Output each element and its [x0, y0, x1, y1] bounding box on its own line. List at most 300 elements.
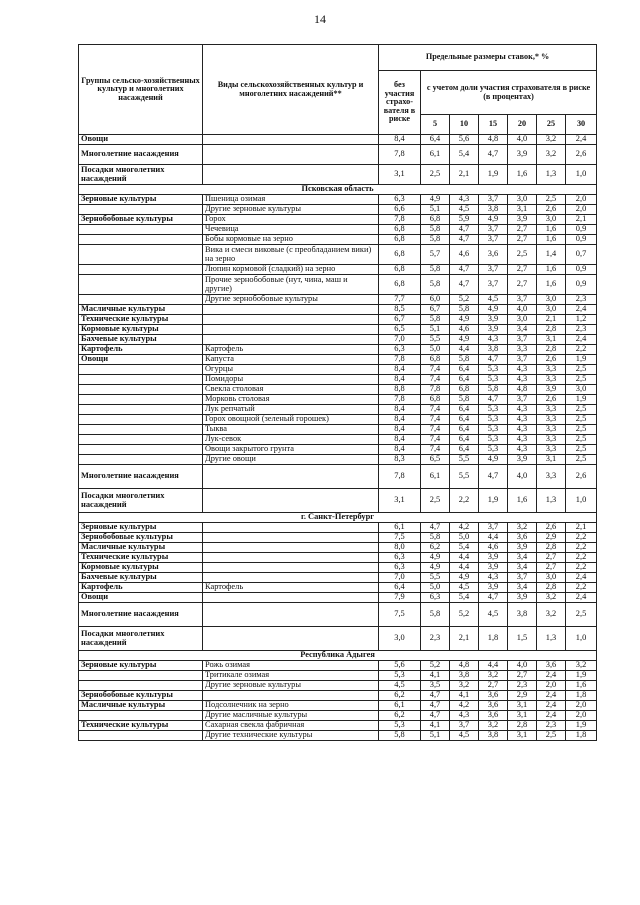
table-row — [79, 265, 597, 275]
rate-share-30: 1,0 — [566, 489, 597, 513]
table-row — [79, 145, 597, 165]
rate-share-15: 3,8 — [479, 731, 508, 741]
group-cell: Овощи — [79, 135, 203, 145]
crop-cell: Рожь озимая — [203, 661, 379, 671]
rate-without-share: 8,4 — [379, 415, 421, 425]
group-cell — [79, 265, 203, 275]
table-row — [79, 165, 597, 185]
crop-cell: Сахарная свекла фабричная — [203, 721, 379, 731]
crop-cell: Прочие зернобобовые (нут, чина, маш и другие) — [203, 275, 379, 295]
group-cell: Бахчевые культуры — [79, 573, 203, 583]
rate-share-15: 4,8 — [479, 135, 508, 145]
rate-share-20: 2,7 — [508, 235, 537, 245]
region-name: Псковская область — [79, 185, 597, 195]
group-cell — [79, 405, 203, 415]
rate-share-10: 5,4 — [450, 145, 479, 165]
group-cell: Картофель — [79, 583, 203, 593]
rate-share-30: 2,2 — [566, 533, 597, 543]
rate-share-15: 3,6 — [479, 711, 508, 721]
crop-cell: Тыква — [203, 425, 379, 435]
rate-share-15: 5,3 — [479, 445, 508, 455]
table-row — [79, 225, 597, 235]
rate-without-share: 8,4 — [379, 435, 421, 445]
rate-share-15: 4,7 — [479, 395, 508, 405]
rate-share-10: 4,5 — [450, 731, 479, 741]
rate-share-5: 4,1 — [421, 671, 450, 681]
rate-share-15: 3,9 — [479, 553, 508, 563]
rate-without-share: 6,1 — [379, 701, 421, 711]
rate-share-20: 4,0 — [508, 305, 537, 315]
rate-share-25: 3,3 — [537, 445, 566, 455]
rate-share-30: 2,5 — [566, 603, 597, 627]
header-share-15: 15 — [479, 115, 508, 135]
page-number: 14 — [314, 12, 326, 26]
crop-cell — [203, 627, 379, 651]
table-row — [79, 465, 597, 489]
crop-cell — [203, 603, 379, 627]
rate-share-20: 3,7 — [508, 573, 537, 583]
rate-without-share: 7,8 — [379, 395, 421, 405]
rate-share-10: 4,4 — [450, 345, 479, 355]
crop-cell: Лук репчатый — [203, 405, 379, 415]
rate-without-share: 8,4 — [379, 375, 421, 385]
rate-share-5: 4,7 — [421, 711, 450, 721]
rate-share-10: 4,3 — [450, 195, 479, 205]
crop-cell: Тритикале озимая — [203, 671, 379, 681]
rate-share-10: 5,0 — [450, 533, 479, 543]
rate-share-15: 4,6 — [479, 543, 508, 553]
rate-share-5: 4,9 — [421, 195, 450, 205]
group-cell — [79, 395, 203, 405]
rate-share-15: 4,4 — [479, 533, 508, 543]
crop-cell: Пшеница озимая — [203, 195, 379, 205]
rate-share-15: 1,8 — [479, 627, 508, 651]
rate-share-15: 3,9 — [479, 325, 508, 335]
rate-share-20: 1,6 — [508, 489, 537, 513]
rate-share-10: 4,8 — [450, 661, 479, 671]
rate-share-20: 2,7 — [508, 265, 537, 275]
crop-cell: Другие зернобобовые культуры — [203, 295, 379, 305]
table-row — [79, 721, 597, 731]
table-row — [79, 275, 597, 295]
group-cell: Овощи — [79, 355, 203, 365]
rate-share-30: 2,4 — [566, 573, 597, 583]
rate-share-30: 2,1 — [566, 215, 597, 225]
rate-without-share: 3,1 — [379, 165, 421, 185]
group-cell — [79, 295, 203, 305]
rate-share-10: 6,4 — [450, 365, 479, 375]
rate-share-25: 2,9 — [537, 533, 566, 543]
rate-share-25: 3,3 — [537, 415, 566, 425]
crop-cell: Морковь столовая — [203, 395, 379, 405]
rate-share-5: 6,0 — [421, 295, 450, 305]
group-cell — [79, 385, 203, 395]
group-cell — [79, 365, 203, 375]
rate-share-15: 3,7 — [479, 225, 508, 235]
rate-share-15: 4,9 — [479, 305, 508, 315]
table-row — [79, 701, 597, 711]
rate-share-25: 2,7 — [537, 553, 566, 563]
group-cell: Технические культуры — [79, 315, 203, 325]
rate-share-30: 2,1 — [566, 523, 597, 533]
rate-share-10: 4,5 — [450, 205, 479, 215]
crop-cell: Подсолнечник на зерно — [203, 701, 379, 711]
crop-cell: Горох — [203, 215, 379, 225]
crop-cell — [203, 325, 379, 335]
rate-share-5: 5,0 — [421, 345, 450, 355]
rate-share-25: 2,5 — [537, 731, 566, 741]
rate-share-30: 2,5 — [566, 455, 597, 465]
table-row — [79, 295, 597, 305]
rate-share-25: 1,3 — [537, 165, 566, 185]
rate-without-share: 5,8 — [379, 731, 421, 741]
rate-share-25: 3,3 — [537, 425, 566, 435]
crop-cell: Другие зерновые культуры — [203, 205, 379, 215]
rate-share-30: 2,6 — [566, 465, 597, 489]
rate-share-30: 2,5 — [566, 445, 597, 455]
rate-without-share: 7,9 — [379, 593, 421, 603]
crop-cell — [203, 553, 379, 563]
rate-share-5: 2,3 — [421, 627, 450, 651]
group-cell: Бахчевые культуры — [79, 335, 203, 345]
rate-share-5: 4,9 — [421, 563, 450, 573]
rate-share-30: 2,0 — [566, 205, 597, 215]
rate-share-20: 3,9 — [508, 543, 537, 553]
group-cell — [79, 435, 203, 445]
rate-without-share: 8,4 — [379, 445, 421, 455]
rate-share-5: 5,7 — [421, 245, 450, 265]
rate-share-15: 4,7 — [479, 145, 508, 165]
rate-share-20: 4,3 — [508, 375, 537, 385]
rate-share-30: 2,4 — [566, 593, 597, 603]
header-share-25: 25 — [537, 115, 566, 135]
rate-share-10: 5,5 — [450, 465, 479, 489]
rate-without-share: 8,5 — [379, 305, 421, 315]
rate-share-5: 5,8 — [421, 533, 450, 543]
rate-without-share: 6,3 — [379, 195, 421, 205]
rate-share-10: 2,1 — [450, 165, 479, 185]
rate-share-5: 5,1 — [421, 205, 450, 215]
rate-share-10: 5,8 — [450, 355, 479, 365]
rate-share-5: 6,8 — [421, 395, 450, 405]
rate-without-share: 8,3 — [379, 455, 421, 465]
rate-share-10: 5,8 — [450, 305, 479, 315]
table-row — [79, 425, 597, 435]
table-row — [79, 375, 597, 385]
group-cell: Кормовые культуры — [79, 325, 203, 335]
rate-without-share: 8,4 — [379, 135, 421, 145]
rate-share-5: 2,5 — [421, 489, 450, 513]
rate-share-25: 1,6 — [537, 225, 566, 235]
table-row — [79, 315, 597, 325]
rate-share-10: 5,4 — [450, 543, 479, 553]
rate-share-15: 3,6 — [479, 691, 508, 701]
rate-share-10: 6,4 — [450, 375, 479, 385]
rate-share-25: 2,6 — [537, 205, 566, 215]
rate-share-25: 3,0 — [537, 305, 566, 315]
crop-cell: Овощи закрытого грунта — [203, 445, 379, 455]
rate-share-20: 3,9 — [508, 145, 537, 165]
rate-without-share: 3,1 — [379, 489, 421, 513]
rate-share-20: 3,0 — [508, 195, 537, 205]
rate-share-30: 2,4 — [566, 335, 597, 345]
rate-share-30: 2,5 — [566, 375, 597, 385]
rate-without-share: 5,3 — [379, 671, 421, 681]
rate-share-25: 2,6 — [537, 523, 566, 533]
rate-share-30: 2,2 — [566, 563, 597, 573]
group-cell: Посадки многолетних насаждений — [79, 165, 203, 185]
rate-share-25: 3,1 — [537, 335, 566, 345]
table-row — [79, 489, 597, 513]
rate-share-25: 3,0 — [537, 215, 566, 225]
crop-cell: Свекла столовая — [203, 385, 379, 395]
table-row — [79, 205, 597, 215]
table-row — [79, 395, 597, 405]
rate-share-15: 3,9 — [479, 563, 508, 573]
rate-without-share: 6,8 — [379, 235, 421, 245]
rate-share-15: 2,7 — [479, 681, 508, 691]
rate-share-20: 2,3 — [508, 681, 537, 691]
rate-share-30: 1,0 — [566, 165, 597, 185]
group-cell: Зернобобовые культуры — [79, 533, 203, 543]
rate-without-share: 6,2 — [379, 711, 421, 721]
rate-share-15: 4,7 — [479, 465, 508, 489]
rate-share-5: 5,5 — [421, 573, 450, 583]
crop-cell: Другие технические культуры — [203, 731, 379, 741]
rate-share-25: 3,2 — [537, 145, 566, 165]
rate-share-20: 3,7 — [508, 295, 537, 305]
rate-share-20: 2,7 — [508, 671, 537, 681]
rate-share-20: 3,1 — [508, 701, 537, 711]
rate-share-25: 2,6 — [537, 355, 566, 365]
rate-share-10: 4,9 — [450, 315, 479, 325]
rate-share-20: 3,3 — [508, 345, 537, 355]
table-row — [79, 195, 597, 205]
rate-share-5: 6,8 — [421, 215, 450, 225]
rate-share-5: 4,7 — [421, 523, 450, 533]
rate-share-15: 4,7 — [479, 593, 508, 603]
rate-share-15: 4,3 — [479, 335, 508, 345]
rate-share-5: 5,2 — [421, 661, 450, 671]
table-row — [79, 691, 597, 701]
rate-share-15: 4,9 — [479, 455, 508, 465]
rate-share-15: 4,5 — [479, 603, 508, 627]
rate-share-30: 2,0 — [566, 195, 597, 205]
table-row — [79, 345, 597, 355]
rate-share-25: 2,8 — [537, 543, 566, 553]
rate-share-10: 5,6 — [450, 135, 479, 145]
rate-share-30: 1,2 — [566, 315, 597, 325]
rate-share-5: 5,5 — [421, 335, 450, 345]
rate-share-15: 4,9 — [479, 215, 508, 225]
rate-without-share: 6,3 — [379, 563, 421, 573]
rate-share-10: 3,8 — [450, 671, 479, 681]
rate-without-share: 6,8 — [379, 275, 421, 295]
rate-share-25: 3,3 — [537, 365, 566, 375]
group-cell: Зерновые культуры — [79, 661, 203, 671]
rate-without-share: 8,4 — [379, 425, 421, 435]
crop-cell — [203, 593, 379, 603]
rate-share-25: 3,2 — [537, 603, 566, 627]
rate-share-10: 4,2 — [450, 523, 479, 533]
rate-without-share: 7,0 — [379, 573, 421, 583]
rate-without-share: 7,8 — [379, 465, 421, 489]
table-row — [79, 731, 597, 741]
rate-share-25: 3,3 — [537, 465, 566, 489]
rate-share-10: 4,7 — [450, 275, 479, 295]
rate-share-30: 2,4 — [566, 135, 597, 145]
rate-share-30: 1,9 — [566, 395, 597, 405]
rate-share-15: 3,2 — [479, 671, 508, 681]
table-row — [79, 215, 597, 225]
rate-without-share: 6,3 — [379, 345, 421, 355]
group-cell: Зернобобовые культуры — [79, 691, 203, 701]
rate-share-10: 5,2 — [450, 603, 479, 627]
rate-share-30: 1,8 — [566, 691, 597, 701]
rate-share-10: 6,4 — [450, 415, 479, 425]
rate-share-30: 0,9 — [566, 225, 597, 235]
rate-without-share: 5,6 — [379, 661, 421, 671]
rate-share-25: 1,6 — [537, 235, 566, 245]
crop-cell: Помидоры — [203, 375, 379, 385]
crop-cell: Картофель — [203, 345, 379, 355]
rate-share-15: 4,4 — [479, 661, 508, 671]
table-row — [79, 435, 597, 445]
rate-share-30: 1,0 — [566, 627, 597, 651]
group-cell: Технические культуры — [79, 553, 203, 563]
rate-share-5: 7,4 — [421, 365, 450, 375]
rate-share-10: 2,2 — [450, 489, 479, 513]
rate-share-20: 2,9 — [508, 691, 537, 701]
header-share-30: 30 — [566, 115, 597, 135]
rate-share-5: 5,8 — [421, 265, 450, 275]
rate-share-25: 3,1 — [537, 455, 566, 465]
rate-share-15: 4,7 — [479, 355, 508, 365]
rate-without-share: 6,8 — [379, 225, 421, 235]
rate-share-10: 2,1 — [450, 627, 479, 651]
group-cell — [79, 245, 203, 265]
rate-share-5: 7,4 — [421, 425, 450, 435]
group-cell — [79, 445, 203, 455]
rate-without-share: 6,8 — [379, 265, 421, 275]
rate-share-20: 3,7 — [508, 335, 537, 345]
rate-share-15: 4,3 — [479, 573, 508, 583]
rate-share-20: 4,0 — [508, 465, 537, 489]
rate-share-25: 1,3 — [537, 489, 566, 513]
rate-share-15: 4,5 — [479, 295, 508, 305]
rate-share-5: 6,8 — [421, 355, 450, 365]
rate-share-10: 4,9 — [450, 335, 479, 345]
rate-share-5: 5,1 — [421, 325, 450, 335]
group-cell — [79, 415, 203, 425]
rate-share-5: 7,4 — [421, 405, 450, 415]
rate-share-20: 3,2 — [508, 523, 537, 533]
rate-share-25: 3,0 — [537, 295, 566, 305]
rate-without-share: 6,7 — [379, 315, 421, 325]
table-row — [79, 235, 597, 245]
rate-share-20: 3,8 — [508, 603, 537, 627]
group-cell — [79, 235, 203, 245]
group-cell: Масличные культуры — [79, 701, 203, 711]
rate-share-25: 1,6 — [537, 265, 566, 275]
group-cell: Кормовые культуры — [79, 563, 203, 573]
rate-share-25: 3,2 — [537, 593, 566, 603]
crop-cell — [203, 305, 379, 315]
rate-share-30: 2,5 — [566, 365, 597, 375]
header-share-10: 10 — [450, 115, 479, 135]
rate-share-25: 1,6 — [537, 275, 566, 295]
rate-without-share: 7,5 — [379, 603, 421, 627]
rate-share-10: 6,4 — [450, 435, 479, 445]
crop-cell: Люпин кормовой (сладкий) на зерно — [203, 265, 379, 275]
crop-cell: Огурцы — [203, 365, 379, 375]
rate-share-20: 3,4 — [508, 553, 537, 563]
rate-share-25: 3,3 — [537, 375, 566, 385]
rate-share-10: 4,9 — [450, 573, 479, 583]
rate-share-20: 4,0 — [508, 135, 537, 145]
rate-share-25: 1,4 — [537, 245, 566, 265]
rate-share-20: 3,9 — [508, 215, 537, 225]
rate-share-5: 3,5 — [421, 681, 450, 691]
rate-share-20: 1,6 — [508, 165, 537, 185]
rate-without-share: 3,0 — [379, 627, 421, 651]
group-cell — [79, 425, 203, 435]
rate-share-20: 4,3 — [508, 365, 537, 375]
rate-share-20: 3,7 — [508, 355, 537, 365]
table-row — [79, 305, 597, 315]
crop-cell: Бобы кормовые на зерно — [203, 235, 379, 245]
rate-share-25: 3,2 — [537, 135, 566, 145]
group-cell: Картофель — [79, 345, 203, 355]
table-row — [79, 385, 597, 395]
rate-share-5: 6,7 — [421, 305, 450, 315]
table-row — [79, 365, 597, 375]
crop-cell: Горох овощной (зеленый горошек) — [203, 415, 379, 425]
region-name: г. Санкт-Петербург — [79, 513, 597, 523]
rate-share-15: 1,9 — [479, 489, 508, 513]
rate-share-25: 2,6 — [537, 395, 566, 405]
rate-without-share: 5,3 — [379, 721, 421, 731]
region-row — [79, 513, 597, 523]
table-row — [79, 573, 597, 583]
rate-share-15: 5,8 — [479, 385, 508, 395]
group-cell — [79, 375, 203, 385]
rate-share-5: 6,4 — [421, 135, 450, 145]
rate-share-5: 5,8 — [421, 235, 450, 245]
crop-cell: Чечевица — [203, 225, 379, 235]
rate-without-share: 7,8 — [379, 355, 421, 365]
rate-share-20: 3,9 — [508, 455, 537, 465]
crop-cell — [203, 165, 379, 185]
group-cell: Зерновые культуры — [79, 523, 203, 533]
rate-share-20: 3,4 — [508, 563, 537, 573]
rate-share-25: 2,4 — [537, 691, 566, 701]
group-cell: Посадки многолетних насаждений — [79, 627, 203, 651]
rate-share-30: 2,2 — [566, 543, 597, 553]
crop-cell — [203, 573, 379, 583]
crop-cell: Другие масличные культуры — [203, 711, 379, 721]
rate-without-share: 6,1 — [379, 523, 421, 533]
rate-share-30: 2,4 — [566, 305, 597, 315]
rate-share-20: 2,5 — [508, 245, 537, 265]
crop-cell — [203, 523, 379, 533]
crop-cell — [203, 335, 379, 345]
rate-share-30: 2,2 — [566, 583, 597, 593]
rate-share-10: 5,2 — [450, 295, 479, 305]
table-row — [79, 445, 597, 455]
table-row — [79, 593, 597, 603]
table-row — [79, 627, 597, 651]
